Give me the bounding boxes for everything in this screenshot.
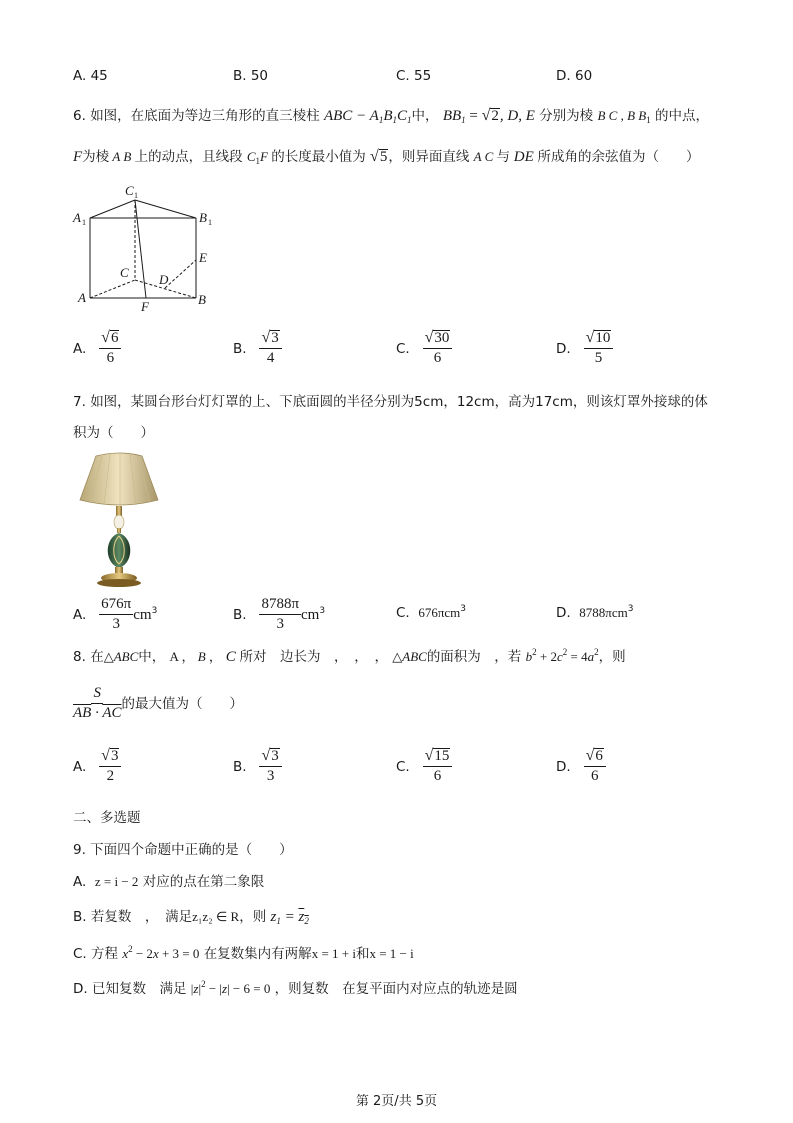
prism-figure xyxy=(68,180,228,315)
q7-option-d: D. 8788πcm$^3$ xyxy=(556,604,634,621)
q7-option-c: C. 676πcm$^3$ xyxy=(396,604,466,621)
q5-option-d: D. 60 xyxy=(556,68,593,84)
svg-text:1: 1 xyxy=(134,191,138,200)
svg-text:1: 1 xyxy=(82,218,86,227)
q5-option-b: B. 50 xyxy=(233,68,269,84)
q9-option-d: D. 已知复数 满足 $|z|^2 - |z| - 6 = 0$ ，则复数 在复平面内对应点的轨迹是圆 xyxy=(73,979,518,997)
q5-option-a: A. 45 xyxy=(73,68,108,84)
q8-option-c: C. √ 15 6 xyxy=(396,748,452,786)
q6-stem-line1: 6. 如图，在底面为等边三角形的直三棱柱 ABC − $A_1B_1C_1$中， $BB_1$ = √ 2 , D, E 分别为棱 B C , B $B_1$ 的中点， xyxy=(73,107,710,125)
q5-option-c: C. 55 xyxy=(396,68,432,84)
q7-stem-line2: 积为（ ） xyxy=(73,425,154,441)
label-a: A xyxy=(78,290,86,305)
q9-stem: 9. 下面四个命题中正确的是（ ） xyxy=(73,842,293,858)
label-a1: A xyxy=(73,210,81,225)
q6-option-b: B. √ 3 4 xyxy=(233,330,282,368)
q9-option-c: C. 方程 $x^2 - 2x + 3 = 0$ 在复数集内有两解x = 1 + i和x = 1 − i xyxy=(73,944,414,962)
label-b1: B xyxy=(199,210,207,225)
q6-stem-line2: F为棱 A B 上的动点，且线段 $C_1F$ 的长度最小值为 √ 5 ，则异面直线 A C 与 DE 所成角的余弦值为（ ） xyxy=(73,148,700,166)
page-footer: 第 2页/共 5页 xyxy=(355,1094,438,1109)
label-c1: C xyxy=(125,183,134,198)
q8-stem-line2: $\frac{S}{\overline{AB} \cdot \overline{AC}}$ 的最大值为（ ） xyxy=(73,685,243,722)
q6-option-d: D. √ 10 5 xyxy=(556,330,613,368)
lamp-image xyxy=(74,448,166,588)
q6-option-c: C. √ 30 6 xyxy=(396,330,452,368)
segment-de xyxy=(165,260,196,288)
q7-stem-line1: 7. 如图，某圆台形台灯灯罩的上、下底面圆的半径分别为5cm，12cm，高为17cm，则该灯罩外接球的体 xyxy=(73,394,708,410)
q9-option-b: B. 若复数 ， 满足z₁z₂ ∈ R，则 $z_1 = z_2$ xyxy=(73,909,309,926)
segment-c1f xyxy=(135,200,146,298)
q8-option-b: B. √ 3 3 xyxy=(233,748,282,786)
label-d: D xyxy=(159,272,169,287)
section-heading-multi-choice: 二、多选题 xyxy=(73,810,141,826)
q8-option-d: D. √ 6 6 xyxy=(556,748,606,786)
edge-c1b1 xyxy=(135,200,196,218)
q6-option-a: A. √ 6 6 xyxy=(73,330,121,368)
edge-ac xyxy=(90,280,135,298)
label-c: C xyxy=(120,265,129,280)
q7-option-b: B. $\frac{8788\pi}{3}$ $cm^3$ xyxy=(233,596,326,633)
label-b: B xyxy=(198,292,206,307)
label-e: E xyxy=(199,250,207,265)
q8-stem-line1: 8. 在△ABC中， A ， B ， C 所对 边长为 ， ， ， △ABC的面积为 ，若 $b^2 + 2c^2 = 4a^2$，则 xyxy=(73,647,626,665)
svg-text:1: 1 xyxy=(208,218,212,227)
edge-a1c1 xyxy=(90,200,135,218)
q9-option-a: A. z = i − 2 对应的点在第二象限 xyxy=(73,874,265,890)
label-f: F xyxy=(141,299,149,314)
q7-option-a: A. $\frac{676\pi}{3}$ $cm^3$ xyxy=(73,596,158,633)
q8-option-a: A. √ 3 2 xyxy=(73,748,121,786)
